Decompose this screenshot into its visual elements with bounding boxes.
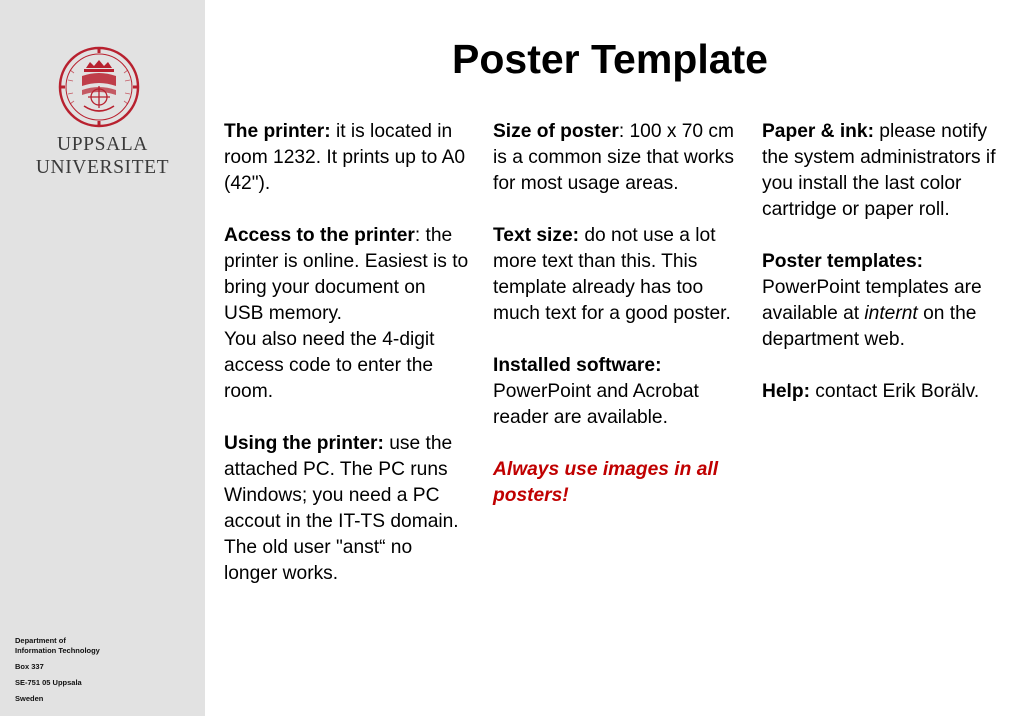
university-seal-logo <box>58 46 140 128</box>
access-text: : the printer is online. Easiest is to bring your document on USB memory. <box>224 225 469 324</box>
images-note: Always use images in all posters! <box>493 459 719 506</box>
university-name-line1: UPPSALA <box>57 134 148 155</box>
page-title: Poster Template <box>452 36 768 82</box>
column-printer-info <box>224 119 469 613</box>
software-lead: Installed software: <box>493 355 662 376</box>
paper-lead: Paper & ink: <box>762 121 874 142</box>
templates-text-end: on the department web. <box>762 303 977 350</box>
help-lead: Help: <box>762 381 810 402</box>
internt-link[interactable]: internt <box>864 303 918 324</box>
templates-lead: Poster templates: <box>762 251 924 272</box>
help-text: contact Erik Borälv. <box>809 381 980 402</box>
printer-text: it is located in room 1232. It prints up to A0 (42"). <box>224 121 466 194</box>
column-poster-guidelines <box>493 119 738 535</box>
size-text: : 100 x 70 cm is a common size that works for most usage areas. <box>493 121 734 194</box>
printer-paragraph <box>224 119 469 197</box>
software-text: PowerPoint and Acrobat reader are available. <box>493 381 699 428</box>
address-line-country: Sweden <box>15 694 44 703</box>
sidebar <box>0 0 205 716</box>
department-address <box>15 636 200 704</box>
university-name <box>0 133 205 179</box>
access-paragraph <box>224 223 469 327</box>
text-size-paragraph <box>493 223 738 327</box>
address-line-postal: SE-751 05 Uppsala <box>15 678 82 687</box>
templates-text: PowerPoint templates are available at <box>762 277 982 324</box>
address-line-it: Information Technology <box>15 646 100 655</box>
text-size-lead: Text size: <box>493 225 580 246</box>
address-line-department: Department of <box>15 636 66 645</box>
help-paragraph <box>762 379 1012 405</box>
access-lead: Access to the printer <box>224 225 415 246</box>
access-code-paragraph: You also need the 4-digit access code to enter the room. <box>224 329 435 402</box>
using-paragraph <box>224 431 469 587</box>
templates-paragraph <box>762 249 1012 353</box>
software-paragraph <box>493 353 738 431</box>
size-paragraph <box>493 119 738 197</box>
printer-lead: The printer: <box>224 121 331 142</box>
size-lead: Size of poster <box>493 121 619 142</box>
address-line-box: Box 337 <box>15 662 44 671</box>
using-lead: Using the printer: <box>224 433 384 454</box>
using-text: use the attached PC. The PC runs Windows; you need a PC accout in the IT-TS domain. The old user "anst“ no longer works. <box>224 433 459 584</box>
paper-paragraph <box>762 119 1012 223</box>
university-name-line2: UNIVERSITET <box>35 157 170 178</box>
column-support-info <box>762 119 1012 431</box>
paper-text: please notify the system administrators if you install the last color cartridge or paper roll. <box>762 121 996 220</box>
text-size-text: do not use a lot more text than this. This template already has too much text for a good poster. <box>493 225 731 324</box>
